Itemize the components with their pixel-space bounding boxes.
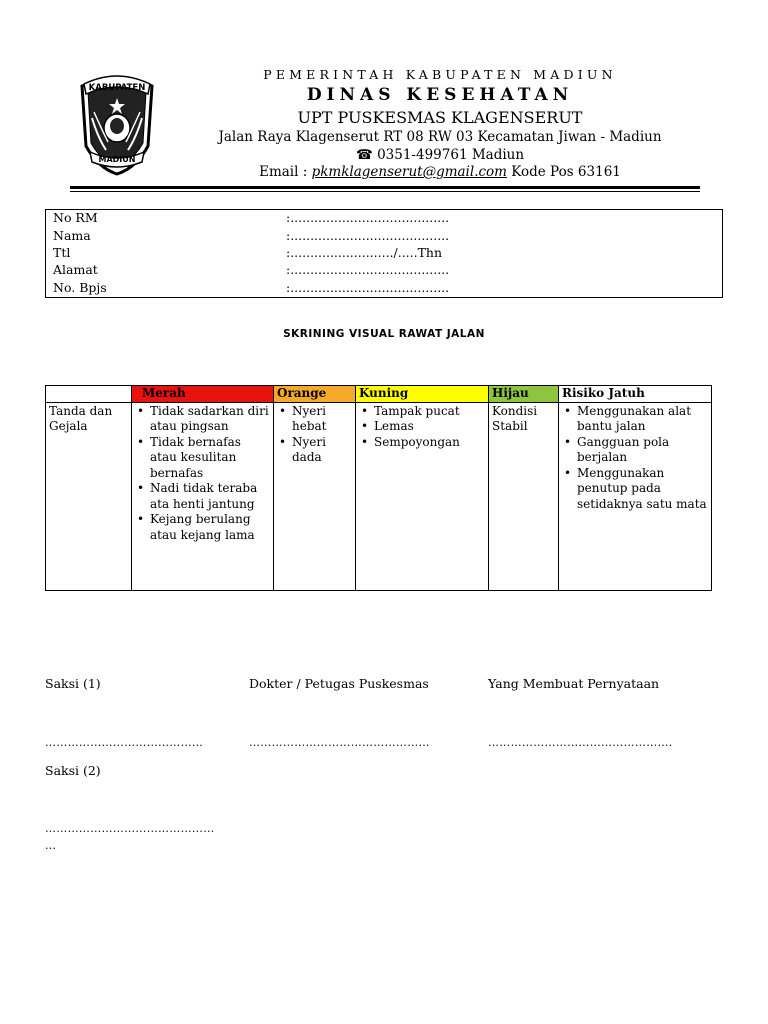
header-hijau: Hijau [489, 386, 559, 403]
list-item: • Tidak bernafas atau kesulitan bernafas [135, 435, 270, 482]
header-risiko-jatuh: Risiko Jatuh [559, 386, 712, 403]
table-row [46, 402, 712, 590]
saksi-1-signature-line[interactable]: …………………………………… [45, 736, 204, 749]
header-rule-thin [70, 191, 700, 192]
header-institution: UPT PUSKESMAS KLAGENSERUT [297, 108, 583, 127]
cell-kuning [356, 402, 489, 590]
saksi-2-signature-line-cont: … [45, 839, 57, 852]
patient-info-box [45, 209, 723, 298]
header-address: Jalan Raya Klagenserut RT 08 RW 03 Kecamatan Jiwan - Madiun [218, 129, 662, 145]
list-item: • Nyeri hebat [277, 404, 352, 435]
header-department: DINAS KESEHATAN [306, 85, 574, 105]
list-item: • Menggunakan penutup pada setidaknya satu mata [562, 466, 708, 513]
saksi-1-label: Saksi (1) [45, 676, 101, 691]
field-label-bpjs: No. Bpjs [53, 280, 107, 295]
cell-risiko-jatuh [559, 402, 712, 590]
form-title: SKRINING VISUAL RAWAT JALAN [283, 328, 485, 340]
field-label-no-rm: No RM [53, 210, 98, 225]
list-item: • Kejang berulang atau kejang lama [135, 512, 270, 543]
field-label-nama: Nama [53, 228, 91, 243]
phone-icon: ☎ [355, 147, 373, 163]
table-header-row [46, 386, 712, 403]
field-value-nama[interactable]: :........................................ [286, 228, 450, 243]
row-label-tanda-gejala: Tanda dan Gejala [46, 402, 132, 590]
postcode: Kode Pos 63161 [506, 164, 621, 180]
header-orange: Orange [274, 386, 356, 403]
list-item: • Gangguan pola berjalan [562, 435, 708, 466]
field-value-bpjs[interactable]: :........................................ [286, 280, 450, 295]
header-contact [190, 164, 690, 180]
triage-table [45, 385, 712, 591]
cell-merah [132, 402, 274, 590]
email-label: Email : [259, 164, 312, 180]
cell-orange [274, 402, 356, 590]
field-value-no-rm[interactable]: :........................................ [286, 210, 450, 225]
field-label-alamat: Alamat [53, 262, 98, 277]
list-item: • Nadi tidak teraba ata henti jantung [135, 481, 270, 512]
saksi-2-label: Saksi (2) [45, 763, 101, 778]
logo-bottom-text: MADIUN [98, 155, 136, 164]
header-government: PEMERINTAH KABUPATEN MADIUN [263, 67, 617, 82]
logo-top-text: KABUPATEN [88, 83, 146, 93]
email-link[interactable]: pkmklagenserut@gmail.com [311, 164, 507, 180]
pembuat-label: Yang Membuat Pernyataan [488, 676, 660, 691]
list-item: • Sempoyongan [359, 435, 485, 451]
pembuat-signature-line[interactable]: …………………………………………. [488, 736, 673, 749]
kabupaten-madiun-logo [76, 68, 158, 178]
cell-hijau: Kondisi Stabil [489, 402, 559, 590]
field-label-ttl: Ttl [53, 245, 71, 260]
list-item: • Tampak pucat [359, 404, 485, 420]
saksi-2-signature-line[interactable]: ……………………………………… [45, 822, 215, 835]
header-merah: Merah [132, 386, 274, 403]
field-value-alamat[interactable]: :........................................ [286, 262, 450, 277]
list-item: • Nyeri dada [277, 435, 352, 466]
header-rule-thick [70, 186, 700, 189]
header-empty [46, 386, 132, 403]
header-phone [190, 147, 690, 163]
phone-number: 0351-499761 Madiun [377, 147, 525, 163]
header-kuning: Kuning [356, 386, 489, 403]
list-item: • Menggunakan alat bantu jalan [562, 404, 708, 435]
dokter-label: Dokter / Petugas Puskesmas [249, 676, 429, 691]
list-item: • Lemas [359, 419, 485, 435]
dokter-signature-line[interactable]: ………………………………………… [249, 736, 430, 749]
field-value-ttl[interactable]: :........................../.....Thn [286, 245, 443, 260]
list-item: • Tidak sadarkan diri atau pingsan [135, 404, 270, 435]
